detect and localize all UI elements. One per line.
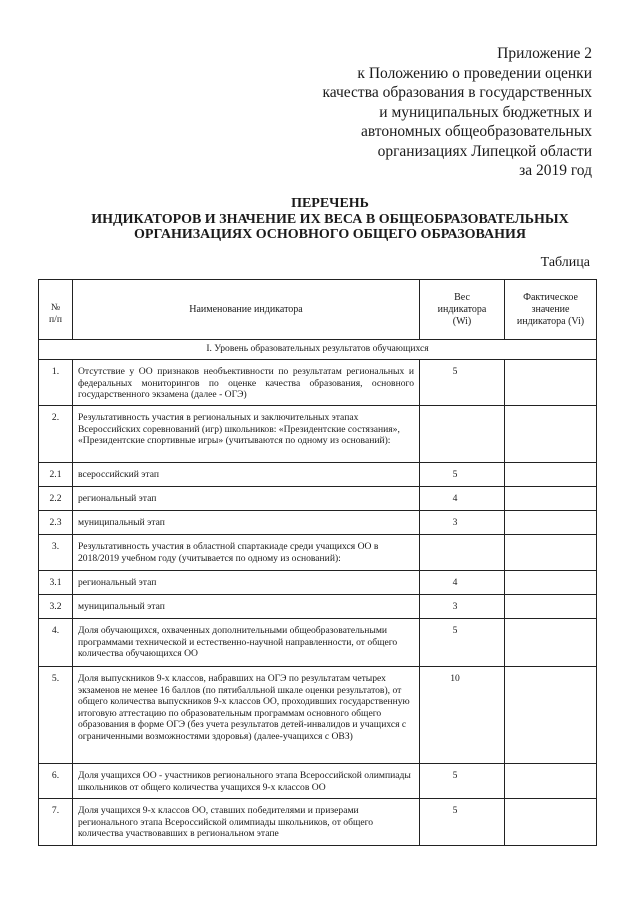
row-name: Доля выпускников 9-х классов, набравших на ОГЭ по результатам четырех экзаменов не менее 16 баллов (по пятибалльной шкале оценки результатов), от общего количества выпускников 9-х классов ОО, проходивших государственную итоговую аттестацию по образовательным программам основного общего образования в форме ОГЭ (без учета результатов детей-инвалидов и учащихся с ограниченными возможностями здоровья) (далее-учащихся с ОВЗ): [73, 667, 420, 764]
table-row: [39, 535, 597, 571]
row-actual: [505, 511, 597, 535]
row-actual: [505, 595, 597, 619]
row-num: 7.: [39, 799, 73, 846]
table-row: [39, 511, 597, 535]
row-weight: 5: [420, 463, 505, 487]
row-weight: [420, 535, 505, 571]
appendix-line: качества образования в государственных: [322, 84, 592, 101]
row-num: 2.2: [39, 487, 73, 511]
row-name: Доля обучающихся, охваченных дополнительными общеобразовательными программами технической и естественно-научной направленности, от общего количества обучающихся ОО: [73, 619, 420, 667]
row-actual: [505, 764, 597, 799]
row-weight: 5: [420, 764, 505, 799]
row-name: Доля учащихся ОО - участников регионального этапа Всероссийской олимпиады школьников от общего количества учащихся 9-х классов ОО: [73, 764, 420, 799]
row-num: 2.: [39, 406, 73, 463]
appendix-line: Приложение 2: [497, 45, 592, 62]
row-actual: [505, 799, 597, 846]
row-actual: [505, 487, 597, 511]
row-name: муниципальный этап: [73, 511, 420, 535]
appendix-line: и муниципальных бюджетных и: [379, 103, 592, 121]
row-weight: 5: [420, 360, 505, 406]
header-name: Наименование индикатора: [73, 280, 420, 340]
header-num: № п/п: [39, 280, 73, 340]
row-num: 3.2: [39, 595, 73, 619]
row-weight: 5: [420, 619, 505, 667]
row-name: Доля учащихся 9-х классов ОО, ставших победителями и призерами регионального этапа Всероссийской олимпиады школьников, от общего количества участвовавших в региональном этапе: [73, 799, 420, 846]
row-weight: 10: [420, 667, 505, 764]
row-name: Отсутствие у ОО признаков необъективности по результатам региональных и федеральных мониторингов по оценке качества образования, основного государственного экзамена (далее - ОГЭ): [73, 360, 420, 406]
row-actual: [505, 667, 597, 764]
indicators-table: [38, 279, 597, 846]
row-num: 1.: [39, 360, 73, 406]
appendix-reference: [262, 44, 592, 181]
table-row: [39, 487, 597, 511]
row-num: 6.: [39, 764, 73, 799]
row-actual: [505, 535, 597, 571]
row-weight: 3: [420, 511, 505, 535]
row-num: 5.: [39, 667, 73, 764]
row-weight: 4: [420, 571, 505, 595]
table-header-row: [39, 280, 597, 340]
row-num: 4.: [39, 619, 73, 667]
row-weight: 5: [420, 799, 505, 846]
table-row: [39, 667, 597, 764]
row-actual: [505, 360, 597, 406]
row-num: 2.3: [39, 511, 73, 535]
row-name: Результативность участия в областной спартакиаде среди учащихся ОО в 2018/2019 учебном году (учитывается по одному из оснований):: [73, 535, 420, 571]
table-row: [39, 360, 597, 406]
row-weight: 4: [420, 487, 505, 511]
row-weight: 3: [420, 595, 505, 619]
row-num: 3.1: [39, 571, 73, 595]
header-actual: Фактическое значение индикатора (Vi): [505, 280, 597, 340]
row-name: всероссийский этап: [73, 463, 420, 487]
table-label: Таблица: [540, 255, 590, 270]
heading-line: ПЕРЕЧЕНЬ: [291, 196, 369, 211]
row-num: 3.: [39, 535, 73, 571]
section-row: [39, 340, 597, 360]
row-name: региональный этап: [73, 487, 420, 511]
appendix-line: организациях Липецкой области: [377, 142, 592, 160]
table-row: [39, 406, 597, 463]
row-actual: [505, 463, 597, 487]
appendix-line: к Положению о проведении оценки: [357, 64, 592, 82]
table-row: [39, 799, 597, 846]
row-actual: [505, 406, 597, 463]
row-weight: [420, 406, 505, 463]
row-actual: [505, 619, 597, 667]
header-weight: Вес индикатора (Wi): [420, 280, 505, 340]
row-name: региональный этап: [73, 571, 420, 595]
document-heading: [60, 196, 600, 243]
appendix-line: автономных общеобразовательных: [360, 123, 592, 140]
row-actual: [505, 571, 597, 595]
heading-line: ИНДИКАТОРОВ И ЗНАЧЕНИЕ ИХ ВЕСА В ОБЩЕОБРАЗОВАТЕЛЬНЫХ: [91, 211, 569, 227]
table-row: [39, 764, 597, 799]
row-num: 2.1: [39, 463, 73, 487]
table-row: [39, 595, 597, 619]
row-name: Результативность участия в региональных и заключительных этапах Всероссийских соревнований (игр) школьников: «Президентские состязания», «Президентские спортивные игры» (учитываются по одному из оснований):: [73, 406, 420, 463]
section-title: I. Уровень образовательных результатов обучающихся: [39, 340, 597, 360]
table-row: [39, 463, 597, 487]
table-row: [39, 571, 597, 595]
appendix-line: за 2019 год: [519, 162, 592, 179]
row-name: муниципальный этап: [73, 595, 420, 619]
table-row: [39, 619, 597, 667]
heading-line: ОРГАНИЗАЦИЯХ ОСНОВНОГО ОБЩЕГО ОБРАЗОВАНИЯ: [134, 227, 526, 242]
